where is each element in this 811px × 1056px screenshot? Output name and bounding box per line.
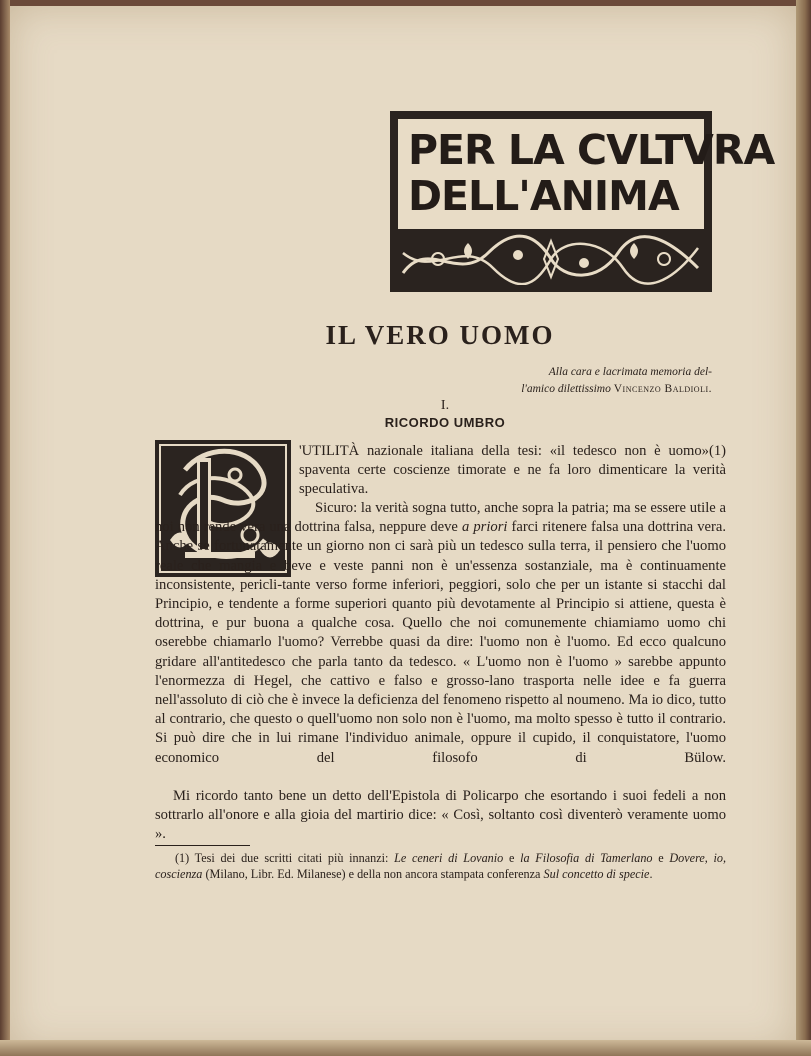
page-right-edge <box>796 0 811 1056</box>
footnote-part-3: e <box>658 851 664 865</box>
footnote-title-1: Le ceneri di Lovanio <box>394 851 504 865</box>
footnote-rule <box>155 845 250 846</box>
footnote-title-4: Sul concetto di specie <box>543 866 650 881</box>
footnote <box>155 851 726 882</box>
footnote-part-1: (1) Tesi dei due scritti citati più innanzi: <box>175 851 389 865</box>
footnote-part-4: (Milano, Libr. Ed. Milanese) e della non ancora stampata conferenza <box>205 866 541 881</box>
footnote-part-2: e <box>508 851 515 865</box>
section-title: RICORDO UMBRO <box>384 415 506 430</box>
masthead-line-1: PER LA CVLTVRA <box>408 126 775 174</box>
section-number: I. <box>440 398 450 413</box>
paragraph-2-rest: farci ritenere falsa una dottrina vera. Anche se fortunatamente un giorno non ci sarà più un tedesco sulla terra, il pensiero che l'uomo reale che mangia e beve e veste panni non è un'essenza sostanziale, ma è continuamente inconsistente, pericli-tante verso forme inferiori, peggiori, solo che per un istante si stacchi dal Principio, e tendente a forme superiori quanto più devotamente al Principio si attiene, questa è dottrina, e pur buona a qualche cosa. Quello che noi comunemente chiamiamo uomo chi oserebbe chiamarlo l'uomo? Verrebbe quasi da dire: l'uomo non è l'uomo. Ed ecco qualcuno gridare all'antitedesco che parla tanto da tedesco. « L'uomo non è l'uomo » sarebbe appunto l'enormezza di Hegel, che cattivo e falso e grosso-lano trasporta nelle idee e fa guerra nell'assoluto di ciò che è invece la deficienza del fenomeno rispetto al noumeno. Ma io dico, tutto al contrario, che questo o quell'uomo non solo non è l'uomo, ma molto spesso è tutto il contrario. Si può dire che in lui rimane l'individuo animale, oppure il cupido, il conquistatore, l'uomo economico del filosofo di Bülow. <box>155 519 727 766</box>
paragraph-3: Mi ricordo tanto bene un detto dell'Epistola di Policarpo che esortando i suoi fedeli a non sottrarlo all'onore e alla gioia del martirio dice: « Così, soltanto così diventerò veramente uomo ». <box>155 788 726 843</box>
masthead-line-2: DELL'ANIMA <box>408 172 679 220</box>
dedication-line-2: l'amico dilettissimo <box>521 383 611 395</box>
page-left-edge <box>0 0 10 1056</box>
article-title: IL VERO UOMO <box>325 320 555 350</box>
footnote-end: . <box>649 866 653 881</box>
footnote-title-2: la Filosofia di Tamerlano <box>520 851 653 865</box>
dedication-line-1: Alla cara e lacrimata memoria del- <box>548 366 712 378</box>
footnote-title-3: Dovere, io, coscienza <box>155 851 727 881</box>
masthead-floral-ornament <box>398 233 704 285</box>
paragraph-2 <box>155 499 726 768</box>
paragraph-1: 'UTILITÀ nazionale italiana della tesi: «il tedesco non è uomo»(1) spaventa certe coscienze timorate e ne fa loro dimenticare la verità speculativa. <box>299 443 726 498</box>
page-bottom-edge <box>0 1040 811 1056</box>
dedication-name: Vincenzo Baldioli. <box>613 383 712 395</box>
masthead-woodcut <box>390 111 775 292</box>
masthead-title-panel <box>398 119 775 229</box>
paragraph-2-start: Sicuro: la verità sogna tutto, anche sopra la patria; ma se essere utile a noi non rende vera una dottrina falsa, neppure deve <box>155 500 726 536</box>
paragraph-2-italic: a priori <box>462 519 508 536</box>
dedication <box>380 364 712 398</box>
